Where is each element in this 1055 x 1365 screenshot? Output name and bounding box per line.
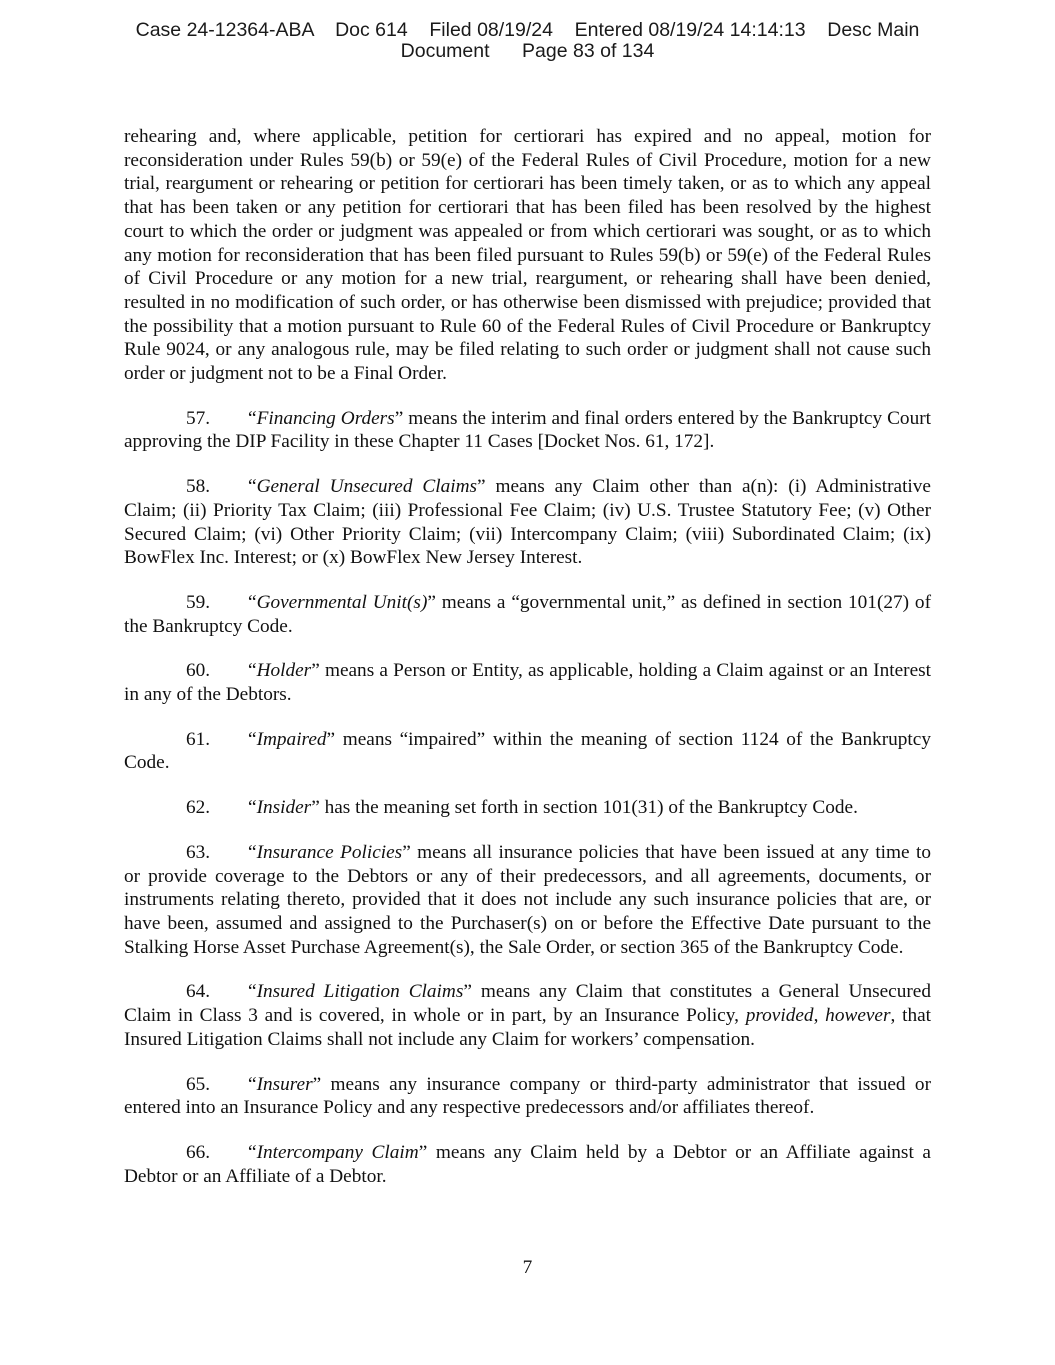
italic-provided: provided	[745, 1005, 814, 1027]
defined-term: Intercompany Claim	[256, 1141, 419, 1163]
definition-text: ” means “impaired” within the meaning of section 1124 of the Bankruptcy Code.	[124, 728, 931, 774]
definition-61	[124, 728, 931, 775]
docket-header	[0, 20, 1055, 62]
defined-term: Insurer	[256, 1073, 313, 1095]
definition-number: 57.	[186, 407, 211, 429]
definition-number: 61.	[186, 728, 211, 750]
definition-60	[124, 659, 931, 706]
definition-number: 63.	[186, 841, 211, 863]
definition-number: 58.	[186, 476, 211, 498]
definition-58	[124, 475, 931, 570]
defined-term: Impaired	[256, 728, 327, 750]
open-quote: “	[248, 728, 257, 750]
definition-text: ” means the interim and final orders entered by the Bankruptcy Court approving the DIP Facility in these Chapter 11 Cases [Docket Nos. 61, 172].	[124, 407, 931, 453]
definition-65	[124, 1073, 931, 1120]
open-quote: “	[248, 660, 257, 682]
defined-term: Insider	[256, 797, 312, 819]
definition-number: 59.	[186, 591, 211, 613]
definition-number: 60.	[186, 660, 211, 682]
continued-paragraph: rehearing and, where applicable, petition for certiorari has expired and no appeal, motion for reconsideration under Rules 59(b) or 59(e) of the Federal Rules of Civil Procedure, motion for a new trial, reargument or rehearing or petition for certiorari has been timely taken, or as to which any appeal that has been taken or any petition for certiorari that has been filed has been resolved by the highest court to which the order or judgment was appealed or from which certiorari was sought, or as to which any motion for reconsideration that has been filed pursuant to Rules 59(b) or 59(e) of the Federal Rules of Civil Procedure or any motion for a new trial, reargument, or rehearing shall have been denied, resulted in no modification of such order, or has otherwise been dismissed with prejudice; provided that the possibility that a motion pursuant to Rule 60 of the Federal Rules of Civil Procedure or Bankruptcy Rule 9024, or any analogous rule, may be filed relating to such order or judgment shall not cause such order or judgment not to be a Final Order.	[124, 126, 931, 385]
definition-text: ” means all insurance policies that have been issued at any time to or provide coverage to the Debtors or any of their predecessors, and all agreements, documents, or instruments relating thereto, provided that it does not include any such insurance policies that are, or have been, assumed and assigned to the Purchaser(s) on or before the Effective Date pursuant to the Stalking Horse Asset Purchase Agreement(s), the Sale Order, or section 365 of the Bankruptcy Code.	[124, 841, 931, 958]
definition-text: ” means a “governmental unit,” as defined in section 101(27) of the Bankruptcy Code.	[124, 591, 931, 637]
defined-term: Holder	[256, 660, 312, 682]
open-quote: “	[248, 981, 257, 1003]
italic-however: however	[825, 1005, 891, 1027]
definition-number: 65.	[186, 1073, 211, 1095]
open-quote: “	[248, 476, 257, 498]
defined-term: Governmental Unit(s)	[256, 591, 428, 613]
defined-term: Insured Litigation Claims	[256, 981, 464, 1003]
definition-number: 64.	[186, 981, 211, 1003]
definition-64	[124, 980, 931, 1051]
definition-59	[124, 591, 931, 638]
definition-text: ” means any Claim held by a Debtor or an Affiliate against a Debtor or an Affiliate of a Debtor.	[124, 1141, 931, 1187]
definition-66	[124, 1141, 931, 1188]
definition-text-tail: , that Insured Litigation Claims shall not include any Claim for workers’ compensation.	[124, 1005, 932, 1050]
open-quote: “	[248, 1141, 257, 1163]
definition-number: 66.	[186, 1141, 211, 1163]
definition-63	[124, 841, 931, 960]
page-number: 7	[522, 1257, 533, 1278]
separator: ,	[813, 1005, 826, 1027]
open-quote: “	[248, 841, 257, 863]
open-quote: “	[248, 407, 257, 429]
definition-text: ” has the meaning set forth in section 101(31) of the Bankruptcy Code.	[311, 797, 858, 819]
definition-57	[124, 407, 931, 454]
definition-text: ” means a Person or Entity, as applicable, holding a Claim against or an Interest in any of the Debtors.	[124, 660, 931, 706]
definition-text: ” means any Claim other than a(n): (i) Administrative Claim; (ii) Priority Tax Claim; (iii) Professional Fee Claim; (iv) U.S. Trustee Statutory Fee; (v) Other Secured Claim; (vi) Other Priority Claim; (vii) Intercompany Claim; (viii) Subordinated Claim; (ix) BowFlex Inc. Interest; or (x) BowFlex New Jersey Interest.	[124, 476, 931, 569]
defined-term: General Unsecured Claims	[256, 476, 477, 498]
docket-header-line-2: Document Page 83 of 134	[400, 40, 655, 62]
defined-term: Financing Orders	[256, 407, 395, 429]
open-quote: “	[248, 591, 257, 613]
open-quote: “	[248, 797, 257, 819]
defined-term: Insurance Policies	[256, 841, 403, 863]
document-body	[124, 125, 931, 1209]
definition-text: ” means any Claim that constitutes a General Unsecured Claim in Class 3 and is covered, in whole or in part, by an Insurance Policy,	[124, 981, 931, 1027]
definition-number: 62.	[186, 797, 211, 819]
docket-header-line-1: Case 24-12364-ABA Doc 614 Filed 08/19/24 Entered 08/19/24 14:14:13 Desc Main	[135, 19, 920, 41]
definition-62	[124, 796, 931, 820]
definition-text: ” means any insurance company or third-party administrator that issued or entered into an Insurance Policy and any respective predecessors and/or affiliates thereof.	[124, 1073, 931, 1119]
open-quote: “	[248, 1073, 257, 1095]
